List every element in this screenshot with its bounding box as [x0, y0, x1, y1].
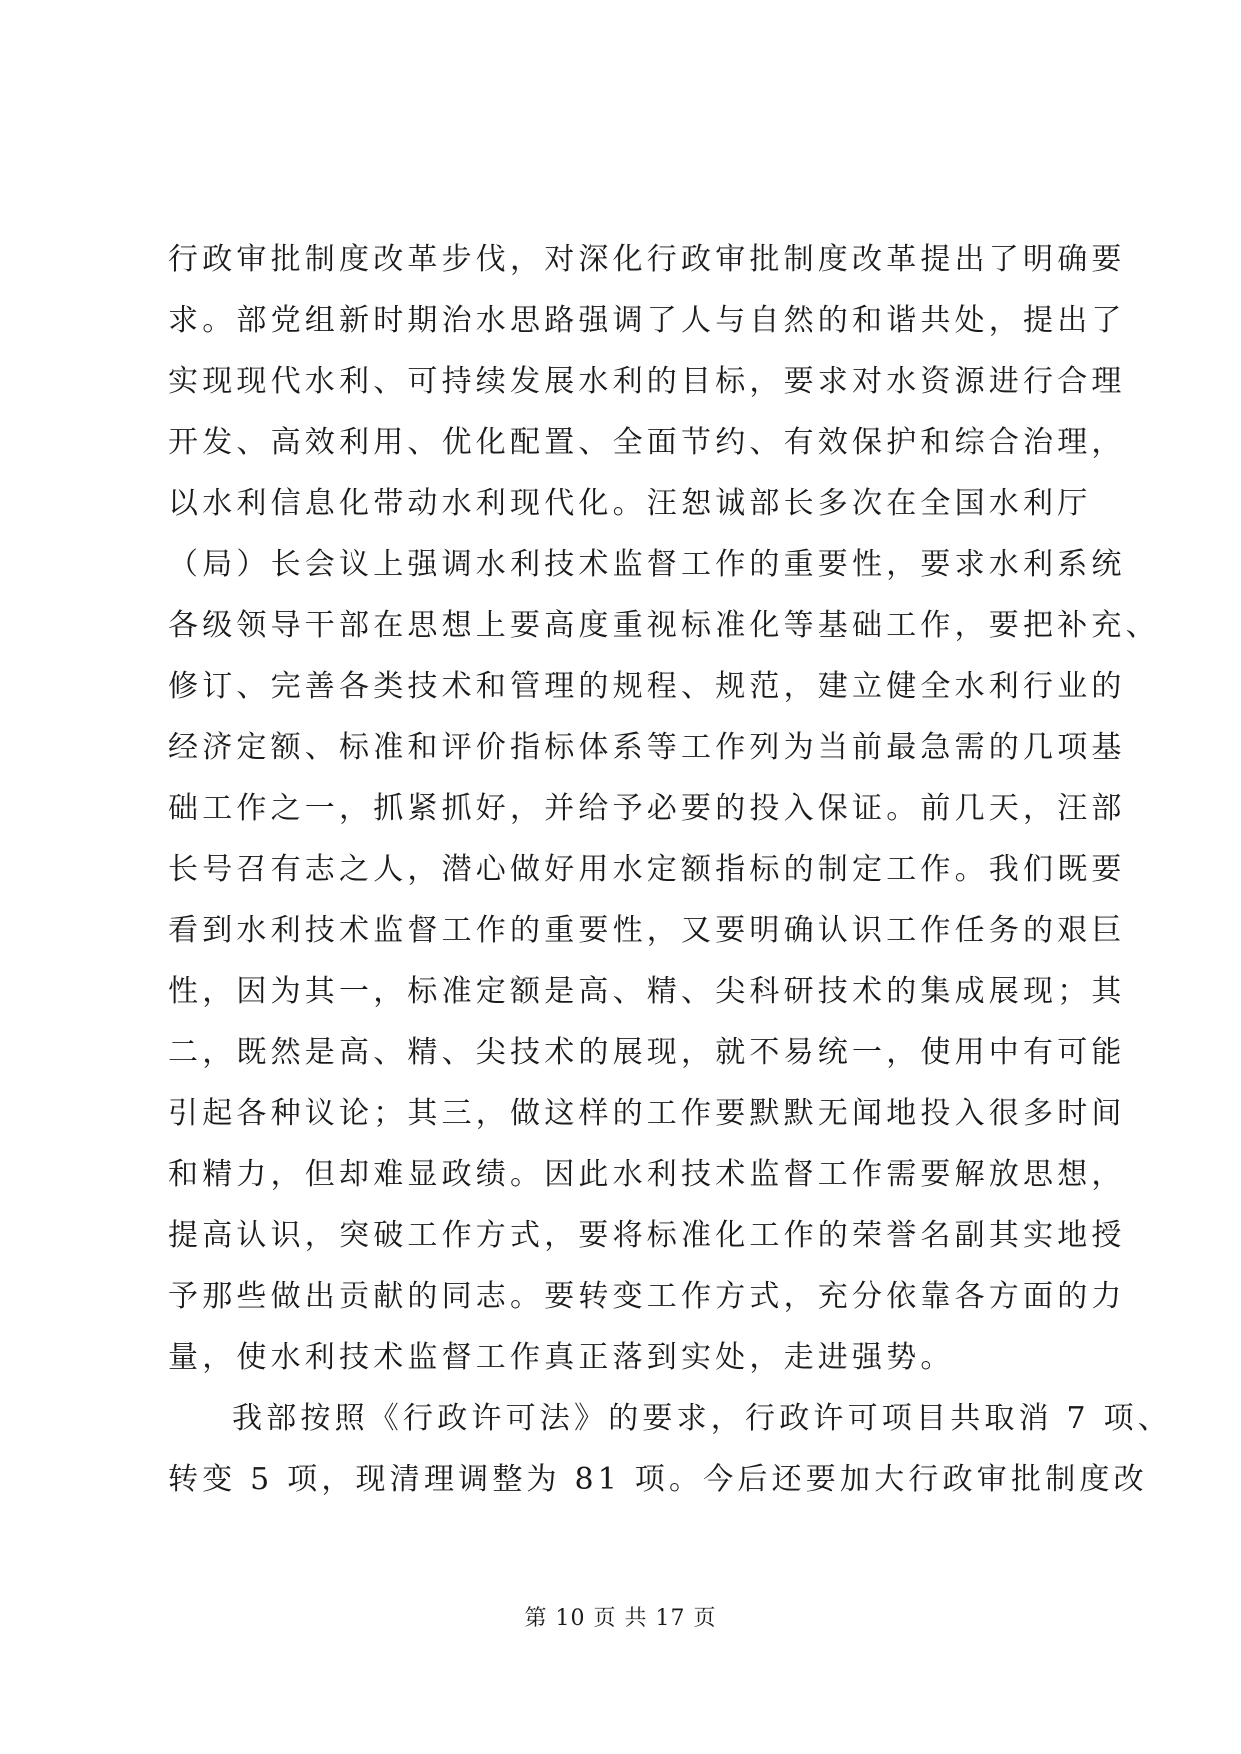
- text-line: 我部按照《行政许可法》的要求，行政许可项目共取消 7 项、: [232, 1401, 1172, 1436]
- text-line: 长号召有志之人，潜心做好用水定额指标的制定工作。我们既要: [168, 852, 1126, 887]
- text-line: 提高认识，突破工作方式，要将标准化工作的荣誉名副其实地授: [168, 1218, 1126, 1253]
- text-line: 实现现代水利、可持续发展水利的目标，要求对水资源进行合理: [168, 364, 1126, 399]
- text-line: 和精力，但却难显政绩。因此水利技术监督工作需要解放思想，: [168, 1157, 1126, 1192]
- text-line: （局）长会议上强调水利技术监督工作的重要性，要求水利系统: [168, 547, 1126, 582]
- page-number-footer: 第 10 页 共 17 页: [524, 1606, 717, 1631]
- text-line: 予那些做出贡献的同志。要转变工作方式，充分依靠各方面的力: [168, 1279, 1126, 1314]
- text-line: 转变 5 项，现清理调整为 81 项。今后还要加大行政审批制度改: [168, 1462, 1148, 1497]
- text-line: 以水利信息化带动水利现代化。汪恕诚部长多次在全国水利厅: [168, 486, 1092, 521]
- text-line: 各级领导干部在思想上要高度重视标准化等基础工作，要把补充、: [168, 608, 1160, 643]
- text-line: 量，使水利技术监督工作真正落到实处，走进强势。: [168, 1340, 955, 1375]
- text-line: 行政审批制度改革步伐，对深化行政审批制度改革提出了明确要: [168, 242, 1126, 277]
- text-line: 求。部党组新时期治水思路强调了人与自然的和谐共处，提出了: [168, 303, 1126, 338]
- body-text: [168, 229, 1172, 1510]
- paragraph-1: [168, 229, 1160, 1388]
- text-line: 性，因为其一，标准定额是高、精、尖科研技术的集成展现；其: [168, 974, 1126, 1009]
- text-line: 看到水利技术监督工作的重要性，又要明确认识工作任务的艰巨: [168, 913, 1126, 948]
- text-line: 开发、高效利用、优化配置、全面节约、有效保护和综合治理，: [168, 425, 1126, 460]
- text-line: 础工作之一，抓紧抓好，并给予必要的投入保证。前几天，汪部: [168, 791, 1126, 826]
- text-line: 经济定额、标准和评价指标体系等工作列为当前最急需的几项基: [168, 730, 1126, 765]
- paragraph-2: [168, 1388, 1172, 1510]
- text-line: 二，既然是高、精、尖技术的展现，就不易统一，使用中有可能: [168, 1035, 1126, 1070]
- text-line: 引起各种议论；其三，做这样的工作要默默无闻地投入很多时间: [168, 1096, 1126, 1131]
- text-line: 修订、完善各类技术和管理的规程、规范，建立健全水利行业的: [168, 669, 1126, 704]
